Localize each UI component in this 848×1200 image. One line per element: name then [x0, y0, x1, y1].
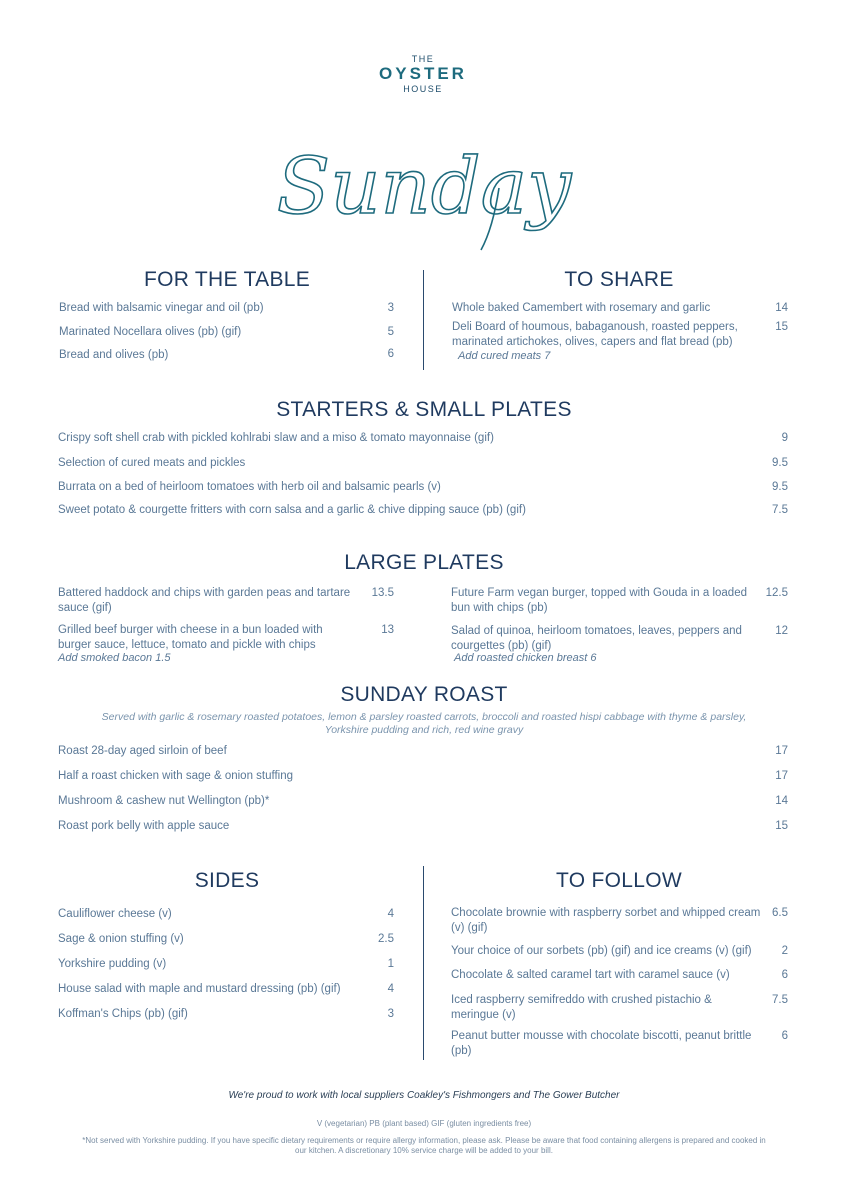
starter-item-2: Selection of cured meats and pickles — [58, 457, 246, 469]
starter-price-4: 7.5 — [772, 504, 788, 516]
large-plates-heading: LARGE PLATES — [344, 551, 504, 574]
share-item-2: Deli Board of houmous, babaganoush, roasted peppers, marinated artichokes, olives, capers and flat bread (pb) — [452, 321, 738, 348]
table-price-3: 6 — [387, 348, 394, 360]
table-item-2: Marinated Nocellara olives (pb) (gif) — [59, 326, 242, 338]
large-left-price-1: 13.5 — [371, 587, 394, 599]
dessert-price-4: 7.5 — [772, 994, 788, 1006]
top-divider — [423, 270, 424, 370]
large-left-price-2: 13 — [381, 624, 394, 636]
starter-item-4: Sweet potato & courgette fritters with corn salsa and a garlic & chive dipping sauce (pb) (gif) — [58, 504, 526, 516]
roast-item-2: Half a roast chicken with sage & onion stuffing — [58, 770, 294, 782]
sides-heading: SIDES — [194, 869, 260, 892]
side-item-2: Sage & onion stuffing (v) — [58, 933, 184, 945]
menu-title — [274, 118, 574, 258]
side-price-3: 1 — [387, 958, 394, 970]
table-item-3: Bread and olives (pb) — [59, 349, 169, 361]
brand-name: OYSTER — [379, 64, 467, 83]
large-left-note: Add smoked bacon 1.5 — [58, 652, 171, 664]
starter-price-2: 9.5 — [772, 457, 788, 469]
roast-description-1: Served with garlic & rosemary roasted potatoes, lemon & parsley roasted carrots, broccoli and roasted hispi cabbage with thyme & parsley, — [101, 711, 747, 723]
brand-line1: THE — [411, 54, 435, 64]
dessert-price-3: 6 — [781, 969, 788, 981]
dessert-price-2: 2 — [781, 945, 788, 957]
roast-price-2: 17 — [775, 770, 788, 782]
side-price-5: 3 — [387, 1008, 394, 1020]
roast-price-4: 15 — [775, 820, 788, 832]
side-item-1: Cauliflower cheese (v) — [58, 908, 172, 920]
side-item-4: House salad with maple and mustard dressing (pb) (gif) — [58, 983, 341, 995]
large-right-note: Add roasted chicken breast 6 — [454, 652, 597, 664]
share-item-1: Whole baked Camembert with rosemary and garlic — [452, 302, 711, 314]
dietary-key: V (vegetarian) PB (plant based) GIF (gluten ingredients free) — [316, 1119, 532, 1128]
table-price-2: 5 — [387, 326, 394, 338]
brand-line3: HOUSE — [403, 84, 443, 94]
table-item-1: Bread with balsamic vinegar and oil (pb) — [59, 302, 264, 314]
table-price-1: 3 — [387, 302, 394, 314]
dessert-item-3: Chocolate & salted caramel tart with caramel sauce (v) — [451, 969, 730, 981]
starter-item-1: Crispy soft shell crab with pickled kohlrabi slaw and a miso & tomato mayonnaise (gif) — [58, 432, 494, 444]
roast-description-2: Yorkshire pudding and rich, red wine gravy — [324, 724, 524, 736]
starter-price-1: 9 — [781, 432, 788, 444]
large-right-item-1: Future Farm vegan burger, topped with Gouda in a loaded bun with chips (pb) — [451, 587, 747, 614]
large-right-price-1: 12.5 — [765, 587, 788, 599]
side-price-1: 4 — [387, 908, 394, 920]
side-item-5: Koffman's Chips (pb) (gif) — [58, 1008, 188, 1020]
share-note: Add cured meats 7 — [458, 350, 551, 362]
roast-price-3: 14 — [775, 795, 788, 807]
side-price-2: 2.5 — [378, 933, 394, 945]
roast-price-1: 17 — [775, 745, 788, 757]
share-price-2: 15 — [775, 321, 788, 333]
to-share-heading: TO SHARE — [564, 268, 674, 291]
starters-heading: STARTERS & SMALL PLATES — [276, 398, 572, 421]
dessert-item-1: Chocolate brownie with raspberry sorbet and whipped cream (v) (gif) — [451, 907, 761, 934]
sunday-roast-heading: SUNDAY ROAST — [340, 683, 508, 706]
large-right-item-2: Salad of quinoa, heirloom tomatoes, leaves, peppers and courgettes (pb) (gif) — [451, 625, 742, 652]
dessert-item-2: Your choice of our sorbets (pb) (gif) and ice creams (v) (gif) — [451, 945, 752, 957]
title-script-graphic — [274, 118, 574, 258]
roast-item-1: Roast 28-day aged sirloin of beef — [58, 745, 227, 757]
starter-price-3: 9.5 — [772, 481, 788, 493]
dessert-item-5: Peanut butter mousse with chocolate biscotti, peanut brittle (pb) — [451, 1030, 752, 1057]
bottom-divider — [423, 866, 424, 1060]
large-left-item-1: Battered haddock and chips with garden peas and tartare sauce (gif) — [58, 587, 351, 614]
side-item-3: Yorkshire pudding (v) — [58, 958, 167, 970]
roast-item-4: Roast pork belly with apple sauce — [58, 820, 230, 832]
disclaimer-line2: our kitchen. A discretionary 10% service charge will be added to your bill. — [295, 1146, 553, 1155]
for-the-table-heading: FOR THE TABLE — [143, 268, 311, 291]
share-price-1: 14 — [775, 302, 788, 314]
dessert-price-5: 6 — [781, 1030, 788, 1042]
title-text: Sunday — [276, 142, 572, 232]
large-right-price-2: 12 — [775, 625, 788, 637]
starter-item-3: Burrata on a bed of heirloom tomatoes with herb oil and balsamic pearls (v) — [58, 481, 441, 493]
disclaimer-line1: *Not served with Yorkshire pudding. If you have specific dietary requirements or require allergy information, please ask. Please be aware that food containing allergens is prepared and cooked in — [82, 1136, 766, 1145]
dessert-price-1: 6.5 — [772, 907, 788, 919]
side-price-4: 4 — [387, 983, 394, 995]
large-left-item-2: Grilled beef burger with cheese in a bun loaded with burger sauce, lettuce, tomato and pickle with chips — [58, 624, 323, 651]
to-follow-heading: TO FOLLOW — [556, 869, 682, 892]
roast-item-3: Mushroom & cashew nut Wellington (pb)* — [58, 795, 270, 807]
dessert-item-4: Iced raspberry semifreddo with crushed pistachio & meringue (v) — [451, 994, 712, 1021]
suppliers-note: We're proud to work with local suppliers Coakley's Fishmongers and The Gower Butcher — [228, 1090, 620, 1101]
